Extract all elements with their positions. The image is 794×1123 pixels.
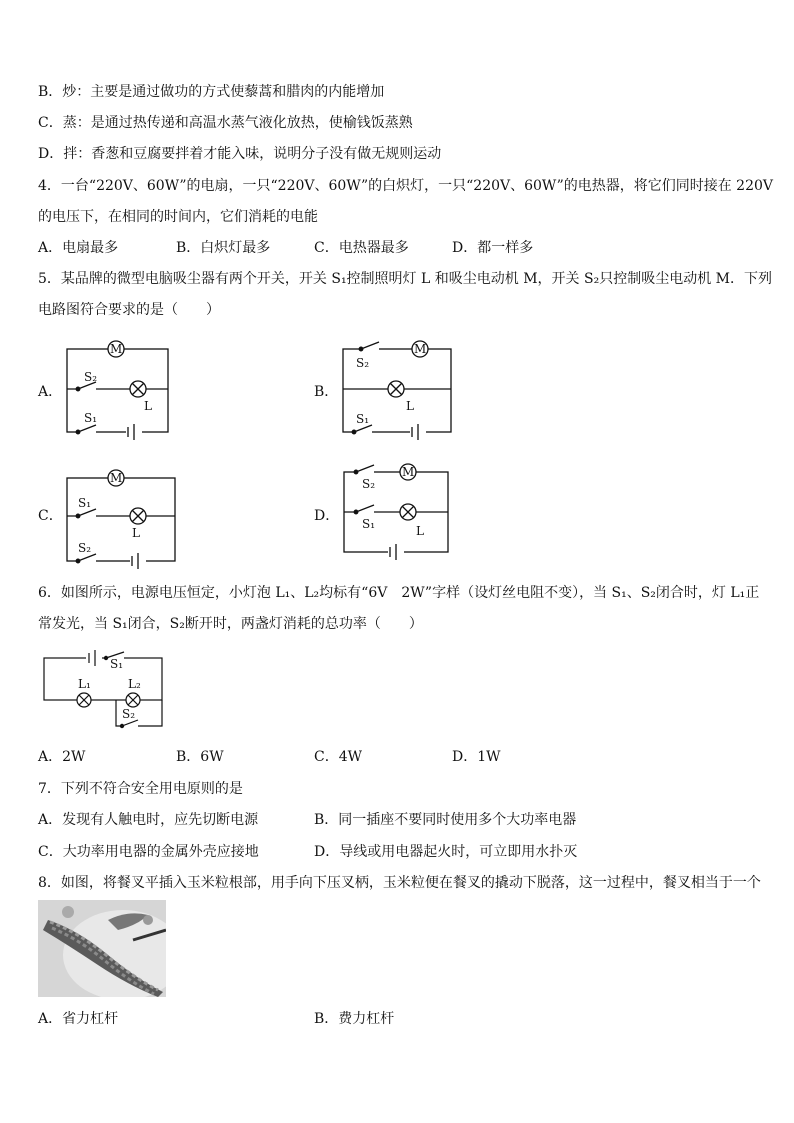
q8-option-a: A．省力杠杆 <box>38 1011 119 1027</box>
q4-option-a: A．电扇最多 <box>38 240 119 256</box>
q6-option-a: A．2W <box>38 749 86 765</box>
question-6-line-1: 6．如图所示，电源电压恒定，小灯泡 L₁、L₂均标有“6V 2W”字样（设灯丝电阻不变），当 S₁、S₂闭合时，灯 L₁正 <box>38 585 760 601</box>
svg-text:L: L <box>406 399 414 413</box>
circuit-diagram-a <box>60 338 180 442</box>
q6-option-c: C．4W <box>314 749 363 765</box>
q5-label-b: B． <box>314 384 339 400</box>
svg-text:M: M <box>110 342 123 356</box>
q4-option-b: B．白炽灯最多 <box>176 240 271 256</box>
q6-option-d: D．1W <box>452 749 501 765</box>
svg-text:S₂: S₂ <box>84 370 98 384</box>
q5-label-c: C． <box>38 508 63 524</box>
question-5-line-2: 电路图符合要求的是（ ） <box>38 302 220 318</box>
q7-option-c: C．大功率用电器的金属外壳应接地 <box>38 844 259 860</box>
q7-option-d: D．导线或用电器起火时，可立即用水扑灭 <box>314 844 578 860</box>
svg-text:S₁: S₁ <box>362 517 376 531</box>
svg-text:S₂: S₂ <box>356 356 370 370</box>
svg-text:S₁: S₁ <box>84 411 98 425</box>
svg-text:S₂: S₂ <box>122 707 136 721</box>
question-4-line-1: 4．一台“220V、60W”的电扇，一只“220V、60W”的白炽灯，一只“220V、60W”的电热器，将它们同时接在 220V <box>38 178 774 194</box>
circuit-diagram-d <box>336 460 456 564</box>
svg-text:L₁: L₁ <box>78 677 91 691</box>
svg-text:L: L <box>144 399 152 413</box>
circuit-diagram-c <box>60 465 185 569</box>
q7-option-a: A．发现有人触电时，应先切断电源 <box>38 812 259 828</box>
q4-option-c: C．电热器最多 <box>314 240 409 256</box>
q5-label-d: D． <box>314 508 340 524</box>
svg-text:M: M <box>402 465 415 479</box>
question-5-line-1: 5．某品牌的微型电脑吸尘器有两个开关，开关 S₁控制照明灯 L 和吸尘电动机 M，开关 S₂只控制吸尘电动机 M．下列 <box>38 271 772 287</box>
svg-text:S₁: S₁ <box>110 657 124 671</box>
question-4-line-2: 的电压下，在相同的时间内，它们消耗的电能 <box>38 209 318 225</box>
corn-fork-photo <box>38 900 166 997</box>
circuit-diagram-b <box>336 338 456 442</box>
option-c-q3: C．蒸：是通过热传递和高温水蒸气液化放热，使榆钱饭蒸熟 <box>38 115 413 131</box>
q4-option-d: D．都一样多 <box>452 240 534 256</box>
svg-text:S₂: S₂ <box>362 477 376 491</box>
svg-text:L: L <box>132 526 140 540</box>
svg-text:S₁: S₁ <box>356 412 370 426</box>
q8-option-b: B．费力杠杆 <box>314 1011 395 1027</box>
circuit-diagram-q6 <box>40 648 170 738</box>
svg-text:S₂: S₂ <box>78 541 92 555</box>
q5-label-a: A． <box>38 384 63 400</box>
option-d-q3: D．拌：香葱和豆腐要拌着才能入味，说明分子没有做无规则运动 <box>38 146 442 162</box>
q6-option-b: B．6W <box>176 749 224 765</box>
q7-option-b: B．同一插座不要同时使用多个大功率电器 <box>314 812 577 828</box>
svg-text:M: M <box>414 342 427 356</box>
svg-text:L: L <box>416 524 424 538</box>
question-7: 7．下列不符合安全用电原则的是 <box>38 781 243 797</box>
question-8: 8．如图，将餐叉平插入玉米粒根部，用手向下压叉柄，玉米粒便在餐叉的撬动下脱落，这一过程中，餐叉相当于一个 <box>38 875 761 891</box>
svg-text:M: M <box>110 471 123 485</box>
question-6-line-2: 常发光，当 S₁闭合，S₂断开时，两盏灯消耗的总功率（ ） <box>38 616 423 632</box>
svg-text:S₁: S₁ <box>78 496 92 510</box>
option-b-q3: B．炒：主要是通过做功的方式使藜蒿和腊肉的内能增加 <box>38 84 385 100</box>
svg-text:L₂: L₂ <box>128 677 141 691</box>
